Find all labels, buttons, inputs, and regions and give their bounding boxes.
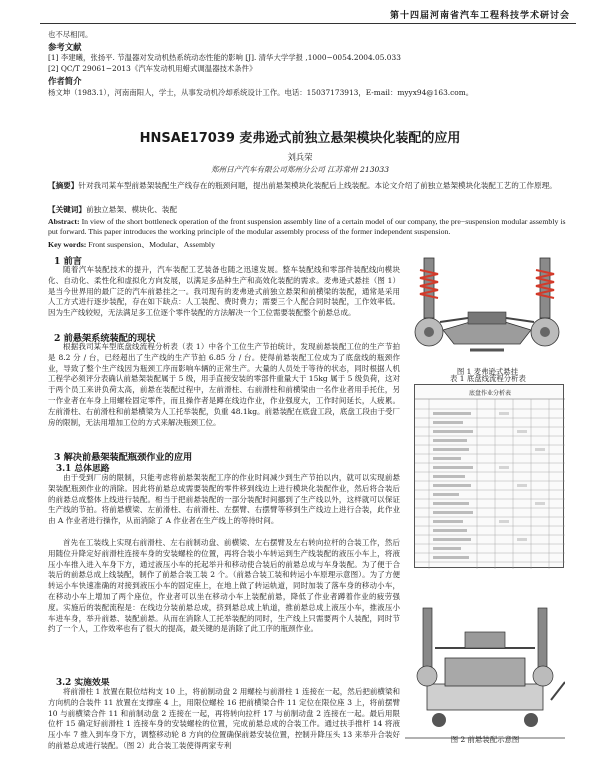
paper-affiliation: 郑州日产汽车有限公司郑州分公司 江苏常州 213033 (210, 165, 390, 174)
table-1-header: 底盘作业分析表 (468, 390, 512, 397)
keywords-en (48, 240, 568, 250)
page-header (0, 8, 600, 24)
references-heading: 参考文献 (48, 42, 82, 52)
process-analysis-table (414, 384, 564, 568)
paper-title: HNSAE17039 麦弗逊式前独立悬架模块化装配的应用 (139, 131, 461, 146)
table-1-caption: 表 1 底盘线流程分析表 (450, 374, 526, 383)
keywords-cn-text: 前独立悬架、模块化、装配 (85, 205, 178, 214)
paper-author: 刘兵荣 (287, 152, 313, 162)
abstract-en (48, 217, 568, 238)
table-grid (415, 385, 565, 569)
section-3-1-heading: 3.1 总体思路 (56, 464, 110, 474)
section-3-2-heading: 3.2 实施效果 (56, 678, 110, 688)
abstract-cn-text: 针对我司某车型前悬架装配生产线存在的瓶颈问题，提出前悬架模块化装配后上线装配。本论文介绍了前独立悬架模块化装配工艺的工作原理。 (78, 181, 557, 190)
section-2-text: 根据我司某车型底盘线流程分析表（表 1）中各个工位生产节拍统计，发现前悬装配工位的生产节拍是 8.2 分 / 台，已经超出了生产线的生产节拍 6.85 分 / 台。使得前悬装配工位成为了底盘线的瓶颈作业，导致了整个生产线因为瓶颈工序而影响车辆的正常生产。大量的人员处于等待的状态，同时根据人机工程学必须评分表确认前悬架装配属于 5 级，用手直接安装的零部件重量大于 15kg 属于 5 级负荷，这对于两个员工来讲负荷太高，前悬在装配过程中，左前滑柱、右前滑柱和前横梁由一名作业者用手托住，另一作业者在车身上用螺栓固定零件，而且操作者是蹲在线边作业，作业强度大，工作时间延长，人疲累。左前滑柱、右前滑柱和前悬横梁为人工托举装配，负重 48.1kg。前悬装配在底盘工段，底盘工段由于受厂房的限制，无法用增加工位的方式来解决瓶颈工位。 (48, 342, 400, 427)
abstract-cn-label: 【摘要】 (48, 181, 79, 190)
section-2-heading: 2 前悬架系统装配的现状 (54, 333, 156, 344)
keywords-en-text: Front suspension、Modular、Assembly (88, 240, 215, 249)
section-3-2-text: 将前滑柱 1 放置在限位结构支 10 上，将前制动盘 2 用螺栓与前滑柱 1 连接在一起，然后把前横梁和方向机的合装件 11 放置在支撑座 4 上，用限位螺栓 16 把前横梁合件 11 定位在限位座 3 上，将前摆臂 10 与前横梁合件 11 和前制动盘 2 连接在一起，再将转向拉杆 17 与前制动盘 2 连接在一起。最后用限位杆 15 确定好前滑柱 1 连接车身的安装螺栓的位置，完成前悬总成的合装工作。通过扶手推杆 14 将液压小车 7 推入到车身下方，调整移动轮 8 方向的位置确保前悬安装位置，控制升降压头 13 来举升合装好的前悬总成进行装配。（图 2）此合装工装使得两家专利 (48, 687, 400, 750)
author-bio-heading: 作者简介 (48, 76, 82, 86)
abstract-en-text: In view of the short bottleneck operation of the front suspension assembly line of a certain model of our company, the pre−suspension modular assembly is put forward. This paper introduces the working principle of the modular assembly process of the former independent suspension. (48, 217, 566, 237)
section-1-heading: 1 前言 (54, 256, 82, 267)
section-3-1-paragraph-1: 由于受到厂房的限制，只能考虑将前悬架装配工序的作业时间减少到生产节拍以内，就可以实现前悬架装配瓶颈作业的消除。因此将前悬总成需要装配的零件移到线边上进行模块化装配作业，然后将合装后的前悬总成整体上线进行装配。相当于把前悬装配的一部分装配时间挪到了生产线以外，这样就可以保证生产线的节拍。将前悬横梁、左前滑柱、右前滑柱、左摆臂、右摆臂等移到生产线边上进行合装，此作业由 A 作业者进行操作，从而消除了 A 作业者在生产线上的等待时间。 (48, 473, 400, 526)
header-rule (40, 23, 576, 24)
keywords-en-label: Key words: (48, 240, 87, 249)
figure-1-caption: 图 1 麦弗逊式悬挂 (456, 367, 519, 376)
conference-title: 第十四届河南省汽车工程科技学术研讨会 (389, 11, 570, 21)
section-3-1-paragraph-2: 首先在工装线上实现右前滑柱、左右前制动盘、前横梁、左右摆臂及左右转向拉杆的合装工作，然后用随位升降定好前滑柱连接车身的安装螺栓的位置，再将合装小车转运到生产线装配的液压小车上，将液压小车推入进入车身下方，通过液压小车的托起举升和移动使合装后的前悬总成与车身装配。为了便于合装后的前悬总成上线装配，制作了前悬合装工装 2 个。（前悬合装工装和转运小车原理示意图）。为了方便转运小车快速准确的对接到液压小车的固定座上，在地上做了转运轨道，同时加装了落车身的移动小车，在移动小车上增加了两个座位，作业者可以坐在移动小车上装配前悬，降低了作业者蹲着作业的疲劳强度。实施后的装配流程是：在线边分装前悬总成，挤到悬总成上轨道，推前悬总成上液压小车，推液压小车进车身，举升前悬、装配前悬。从而在消除人工托举装配的同时，生产线上只需要两个人装配，同时节约了一个人，工作效率也有了很大的提高，最关键的是消除了此工序的瓶颈作业。 (48, 538, 400, 634)
reference-item-2: [2] QC/T 29061−2013《汽车发动机用蜡式调温器技术条件》 (48, 64, 257, 73)
abstract-cn (48, 181, 568, 192)
previous-article-tail: 也不尽相同。 (48, 30, 93, 39)
reference-item-1: [1] 李建曦，张扬平. 节温器对发动机热系统动态性能的影响 [J]. 清华大学学报 ,1000−0054.2004.05.033 (48, 53, 401, 62)
abstract-en-label: Abstract: (48, 217, 80, 226)
mcpherson-suspension-figure (410, 252, 565, 364)
section-3-heading: 3 解决前悬架装配瓶颈作业的应用 (54, 452, 193, 463)
section-1-text: 随着汽车装配技术的提升，汽车装配工艺装备也随之迅速发展。整车装配线和零部件装配线向模块化、自动化、柔性化和虚拟化方向发展，以满足多品种生产和高效化装配的需求。麦弗逊式悬挂（图 1）是当今世界用的最广泛的汽车前悬挂之一。我司现有的麦弗逊式前独立悬架和前横梁的装配，通常是采用人工方式进行逐步装配，存在如下缺点：人工装配、费时费力；需要三个人配合同时装配，工作效率低。因为生产线较短，无法满足多工位逐个零件装配的方法解决一个工位需要装配整个前悬总成。 (48, 265, 400, 318)
keywords-cn (48, 205, 568, 216)
author-bio-text: 杨文坤（1983.1），河南南阳人，学士，从事发动机冷却系统设计工作。电话：15037173913，E-mail：myyx94@163.com。 (48, 88, 474, 97)
keywords-cn-label: 【关键词】 (48, 205, 86, 214)
figure-2-caption: 图 2 前悬装配示意图 (450, 735, 520, 744)
front-suspension-assembly-figure (405, 588, 565, 748)
